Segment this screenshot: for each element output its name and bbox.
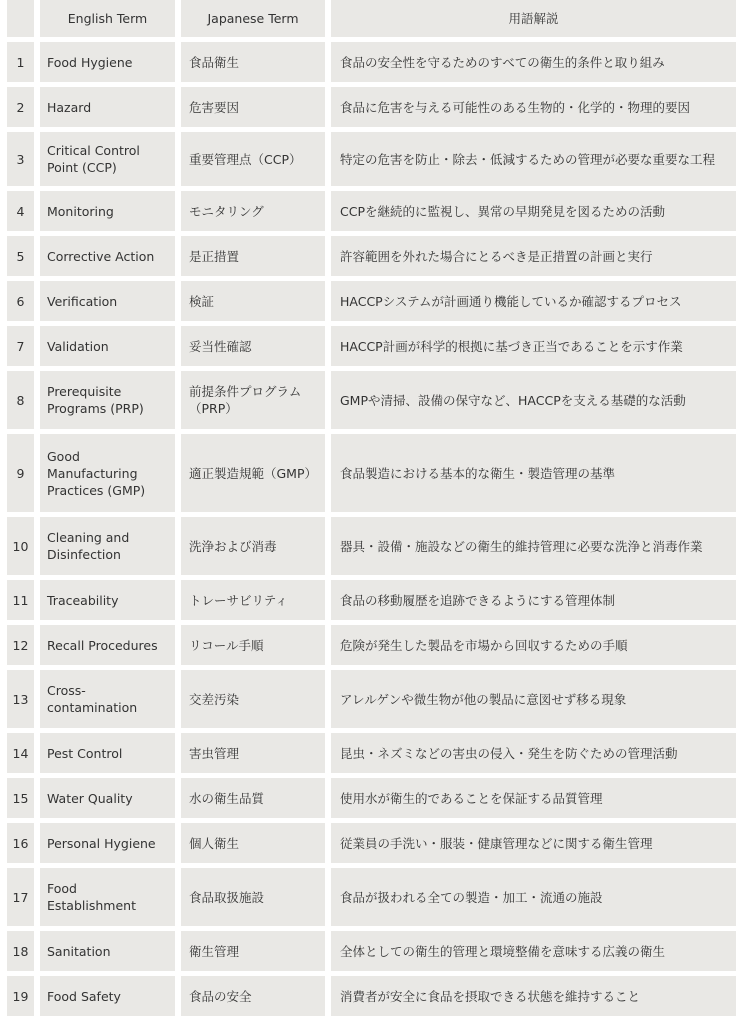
english-term: Food Establishment (40, 868, 175, 926)
term-explanation: 従業員の手洗い・服装・健康管理などに関する衛生管理 (331, 823, 736, 863)
row-number: 7 (7, 326, 34, 366)
term-explanation: 全体としての衛生的管理と環境整備を意味する広義の衛生 (331, 931, 736, 971)
term-explanation: HACCPシステムが計画通り機能しているか確認するプロセス (331, 281, 736, 321)
japanese-term: 前提条件プログラム（PRP） (181, 371, 325, 429)
english-term: Sanitation (40, 931, 175, 971)
header-english-term: English Term (40, 0, 175, 37)
row-number: 9 (7, 434, 34, 512)
japanese-term: 害虫管理 (181, 733, 325, 773)
japanese-term: 重要管理点（CCP） (181, 132, 325, 186)
english-term: Pest Control (40, 733, 175, 773)
japanese-term: 洗浄および消毒 (181, 517, 325, 575)
japanese-term: 水の衛生品質 (181, 778, 325, 818)
japanese-term: 是正措置 (181, 236, 325, 276)
term-explanation: 食品製造における基本的な衛生・製造管理の基準 (331, 434, 736, 512)
english-term: Water Quality (40, 778, 175, 818)
english-term: Personal Hygiene (40, 823, 175, 863)
term-explanation: 器具・設備・施設などの衛生的維持管理に必要な洗浄と消毒作業 (331, 517, 736, 575)
header-japanese-term: Japanese Term (181, 0, 325, 37)
term-explanation: アレルゲンや微生物が他の製品に意図せず移る現象 (331, 670, 736, 728)
japanese-term: 食品衛生 (181, 42, 325, 82)
term-explanation: 食品の移動履歴を追跡できるようにする管理体制 (331, 580, 736, 620)
row-number: 11 (7, 580, 34, 620)
term-explanation: HACCP計画が科学的根拠に基づき正当であることを示す作業 (331, 326, 736, 366)
english-term: Good Manufacturing Practices (GMP) (40, 434, 175, 512)
japanese-term: 個人衛生 (181, 823, 325, 863)
japanese-term: 妥当性確認 (181, 326, 325, 366)
japanese-term: リコール手順 (181, 625, 325, 665)
term-explanation: 危険が発生した製品を市場から回収するための手順 (331, 625, 736, 665)
row-number: 19 (7, 976, 34, 1016)
row-number: 2 (7, 87, 34, 127)
japanese-term: 衛生管理 (181, 931, 325, 971)
row-number: 15 (7, 778, 34, 818)
english-term: Food Hygiene (40, 42, 175, 82)
english-term: Critical Control Point (CCP) (40, 132, 175, 186)
term-explanation: GMPや清掃、設備の保守など、HACCPを支える基礎的な活動 (331, 371, 736, 429)
row-number: 17 (7, 868, 34, 926)
row-number: 1 (7, 42, 34, 82)
header-explanation: 用語解説 (331, 0, 736, 37)
english-term: Recall Procedures (40, 625, 175, 665)
term-explanation: 許容範囲を外れた場合にとるべき是正措置の計画と実行 (331, 236, 736, 276)
row-number: 8 (7, 371, 34, 429)
row-number: 4 (7, 191, 34, 231)
term-explanation: 特定の危害を防止・除去・低減するための管理が必要な重要な工程 (331, 132, 736, 186)
term-explanation: 使用水が衛生的であることを保証する品質管理 (331, 778, 736, 818)
english-term: Traceability (40, 580, 175, 620)
japanese-term: モニタリング (181, 191, 325, 231)
term-explanation: 食品が扱われる全ての製造・加工・流通の施設 (331, 868, 736, 926)
english-term: Monitoring (40, 191, 175, 231)
row-number: 18 (7, 931, 34, 971)
row-number: 13 (7, 670, 34, 728)
english-term: Cleaning and Disinfection (40, 517, 175, 575)
row-number: 16 (7, 823, 34, 863)
english-term: Cross-contamination (40, 670, 175, 728)
term-explanation: 消費者が安全に食品を摂取できる状態を維持すること (331, 976, 736, 1016)
english-term: Hazard (40, 87, 175, 127)
term-explanation: CCPを継続的に監視し、異常の早期発見を図るための活動 (331, 191, 736, 231)
japanese-term: 適正製造規範（GMP） (181, 434, 325, 512)
japanese-term: 食品取扱施設 (181, 868, 325, 926)
row-number: 12 (7, 625, 34, 665)
row-number: 10 (7, 517, 34, 575)
term-explanation: 昆虫・ネズミなどの害虫の侵入・発生を防ぐための管理活動 (331, 733, 736, 773)
row-number: 3 (7, 132, 34, 186)
row-number: 5 (7, 236, 34, 276)
japanese-term: 交差汚染 (181, 670, 325, 728)
english-term: Prerequisite Programs (PRP) (40, 371, 175, 429)
english-term: Food Safety (40, 976, 175, 1016)
term-explanation: 食品の安全性を守るためのすべての衛生的条件と取り組み (331, 42, 736, 82)
english-term: Corrective Action (40, 236, 175, 276)
glossary-table (7, 0, 736, 1016)
japanese-term: 検証 (181, 281, 325, 321)
header-number (7, 0, 34, 37)
japanese-term: トレーサビリティ (181, 580, 325, 620)
row-number: 6 (7, 281, 34, 321)
japanese-term: 食品の安全 (181, 976, 325, 1016)
english-term: Validation (40, 326, 175, 366)
japanese-term: 危害要因 (181, 87, 325, 127)
english-term: Verification (40, 281, 175, 321)
term-explanation: 食品に危害を与える可能性のある生物的・化学的・物理的要因 (331, 87, 736, 127)
row-number: 14 (7, 733, 34, 773)
